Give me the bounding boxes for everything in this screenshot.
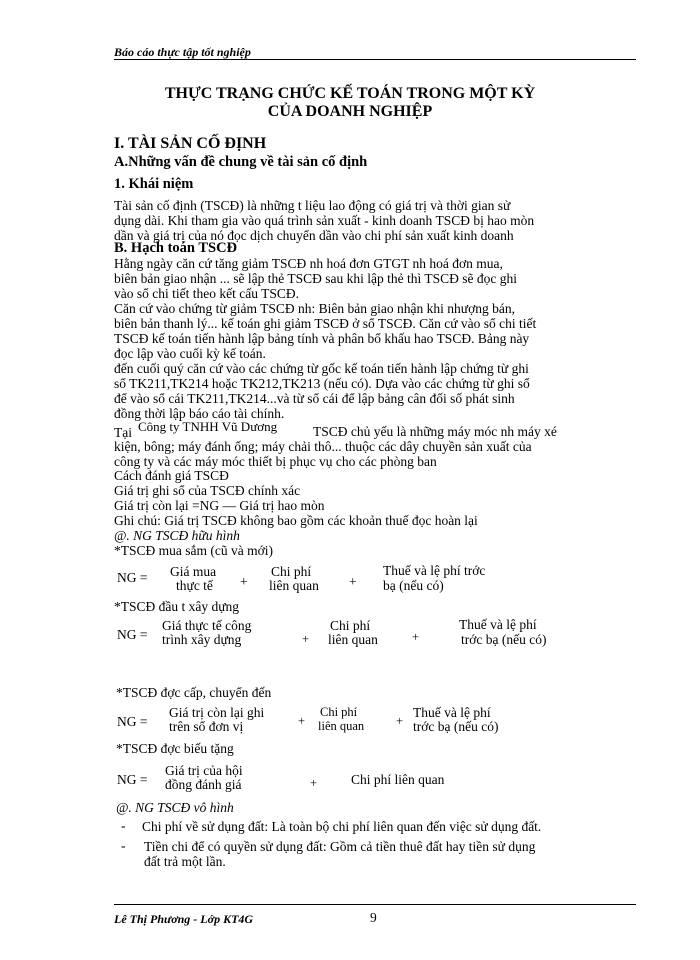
formula-term: liên quan bbox=[269, 578, 319, 593]
eval-line: Ghi chú: Giá trị TSCĐ không bao gồm các khoản thuế đọc hoàn lại bbox=[114, 513, 478, 528]
formula-term: trớc bạ (nếu có) bbox=[461, 632, 547, 647]
formula-label: *TSCĐ đợc biếu tặng bbox=[116, 741, 234, 756]
plus-sign: + bbox=[396, 714, 404, 728]
formula-term: trên sổ đơn vị bbox=[169, 719, 244, 734]
formula-term: Chi phí bbox=[271, 564, 312, 579]
concept-line: Tài sản cố định (TSCĐ) là những t liệu lao động có giá trị và thời gian sử bbox=[114, 198, 511, 213]
plus-sign: + bbox=[412, 630, 420, 644]
body-line: công ty và các máy móc thiết bị phục vụ cho các phòng ban bbox=[114, 454, 437, 469]
plus-sign: + bbox=[310, 776, 318, 790]
formula-term: Thuế và lệ phí bbox=[459, 617, 537, 632]
bullet-item: Tiền chi để có quyền sử dụng đất: Gồm cả tiền thuê đất hay tiền sử dụng bbox=[144, 839, 536, 854]
body-line: đọc lập vào cuối kỳ kế toán. bbox=[114, 346, 266, 361]
section-heading: I. TÀI SẢN CỐ ĐỊNH bbox=[114, 135, 267, 152]
page-title-line2: CỦA DOANH NGHIỆP bbox=[267, 103, 433, 120]
concept-line: dần và giá trị của nó đọc dịch chuyển dần vào chi phí sản xuất kinh doanh bbox=[114, 228, 514, 243]
formula-term: liên quan bbox=[328, 632, 378, 647]
formula-term: trình xây dựng bbox=[162, 632, 242, 647]
concept-heading: 1. Khái niệm bbox=[114, 176, 194, 192]
formula-term: Giá trị còn lại ghi bbox=[169, 705, 265, 720]
bullet-item: đất trả một lần. bbox=[144, 854, 226, 869]
body-line: biên bản thanh lý... kế toán ghi giảm TSCĐ ở sổ TSCĐ. Căn cứ vào sổ chi tiết bbox=[114, 316, 537, 331]
footer-rule bbox=[114, 904, 636, 905]
company-name: Công ty TNHH Vũ Dương bbox=[138, 419, 278, 434]
concept-line: dụng dài. Khi tham gia vào quá trình sản xuất - kinh doanh TSCĐ bị hao mòn bbox=[114, 213, 535, 228]
body-line: đồng thời lập báo cáo tài chính. bbox=[114, 406, 285, 421]
plus-sign: + bbox=[349, 574, 357, 589]
footer-author: Lê Thị Phương - Lớp KT4G bbox=[114, 912, 254, 926]
formula-ng: NG = bbox=[117, 714, 148, 729]
plus-sign: + bbox=[298, 714, 306, 728]
formula-label: *TSCĐ đầu t xây dựng bbox=[114, 599, 240, 614]
formula-term: Chi phí bbox=[330, 618, 371, 633]
intangible-heading: @. NG TSCĐ vô hình bbox=[116, 800, 234, 815]
formula-term: Chi phí liên quan bbox=[351, 772, 445, 787]
body-line: sổ TK211,TK214 hoặc TK212,TK213 (nếu có). Dựa vào các chứng từ ghi sổ bbox=[114, 376, 530, 391]
body-line-rest: TSCĐ chủ yếu là những máy móc nh máy xé bbox=[313, 424, 557, 439]
formula-term: Giá mua bbox=[170, 564, 217, 579]
formula-term: đồng đánh giá bbox=[165, 777, 242, 792]
formula-label: *TSCĐ đợc cấp, chuyển đến bbox=[116, 685, 272, 700]
formula-term: trớc bạ (nếu có) bbox=[413, 719, 499, 734]
eval-line: Giá trị ghi sổ của TSCĐ chính xác bbox=[114, 483, 301, 498]
formula-ng: NG = bbox=[117, 772, 148, 787]
running-header: Báo cáo thực tập tốt nghiệp bbox=[114, 45, 251, 59]
formula-term: Giá thực tế công bbox=[162, 618, 252, 633]
body-line: Hằng ngày căn cứ tăng giảm TSCĐ nh hoá đơn GTGT nh hoá đơn mua, bbox=[114, 256, 503, 271]
plus-sign: + bbox=[302, 632, 310, 646]
formula-term: liên quan bbox=[318, 719, 365, 733]
page-title-line1: THỰC TRẠNG CHỨC KẾ TOÁN TRONG MỘT KỲ bbox=[164, 85, 536, 102]
formula-ng: NG = bbox=[117, 570, 148, 585]
formula-label: *TSCĐ mua sắm (cũ và mới) bbox=[114, 543, 273, 558]
body-line: TSCĐ kế toán tiến hành lập bảng tính và phân bổ khấu hao TSCĐ. Bảng này bbox=[114, 331, 530, 346]
bullet-dash: - bbox=[121, 838, 126, 853]
formula-ng: NG = bbox=[117, 627, 148, 642]
section-b-heading: B. Hạch toán TSCĐ bbox=[114, 240, 238, 256]
bullet-dash: - bbox=[121, 818, 126, 833]
formula-term: Giá trị của hội bbox=[165, 763, 243, 778]
eval-line: Giá trị còn lại =NG — Giá trị hao mòn bbox=[114, 498, 325, 513]
formula-term: bạ (nếu có) bbox=[383, 578, 444, 593]
body-line: Căn cứ vào chứng từ giảm TSCĐ nh: Biên bản giao nhận khi nhượng bán, bbox=[114, 301, 515, 316]
page-number: 9 bbox=[370, 910, 377, 925]
plus-sign: + bbox=[240, 574, 248, 589]
body-line-lead: Tại bbox=[114, 425, 132, 440]
formula-term: Thuế và lệ phí bbox=[413, 705, 491, 720]
bullet-item: Chi phí về sử dụng đất: Là toàn bộ chi phí liên quan đến việc sử dụng đất. bbox=[142, 819, 542, 834]
formula-term: Chi phí bbox=[320, 705, 358, 719]
body-line: để vào sổ cái TK211,TK214...và từ sổ cái để lập bảng cân đối số phát sinh bbox=[114, 391, 515, 406]
body-line: vào sổ chi tiết theo kết cấu TSCĐ. bbox=[114, 286, 299, 301]
body-line: biên bản giao nhận ... sẽ lập thẻ TSCĐ sau khi lập thẻ thì TSCĐ sẽ đọc ghi bbox=[114, 271, 517, 286]
body-line: đến cuối quý căn cứ vào các chứng từ gốc kế toán tiến hành lập chứng từ ghi bbox=[114, 361, 529, 376]
body-line: kiện, bông; máy đánh ống; máy chải thô... thuộc các dây chuyền sản xuất của bbox=[114, 439, 532, 454]
subsection-heading: A.Những vấn đề chung về tài sản cố định bbox=[114, 154, 368, 170]
formula-term: thực tế bbox=[176, 578, 213, 593]
header-rule bbox=[114, 59, 636, 60]
formula-term: Thuế và lệ phí trớc bbox=[383, 563, 486, 578]
eval-line: Cách đánh giá TSCĐ bbox=[114, 468, 229, 483]
ng-heading: @. NG TSCĐ hữu hình bbox=[114, 528, 240, 543]
